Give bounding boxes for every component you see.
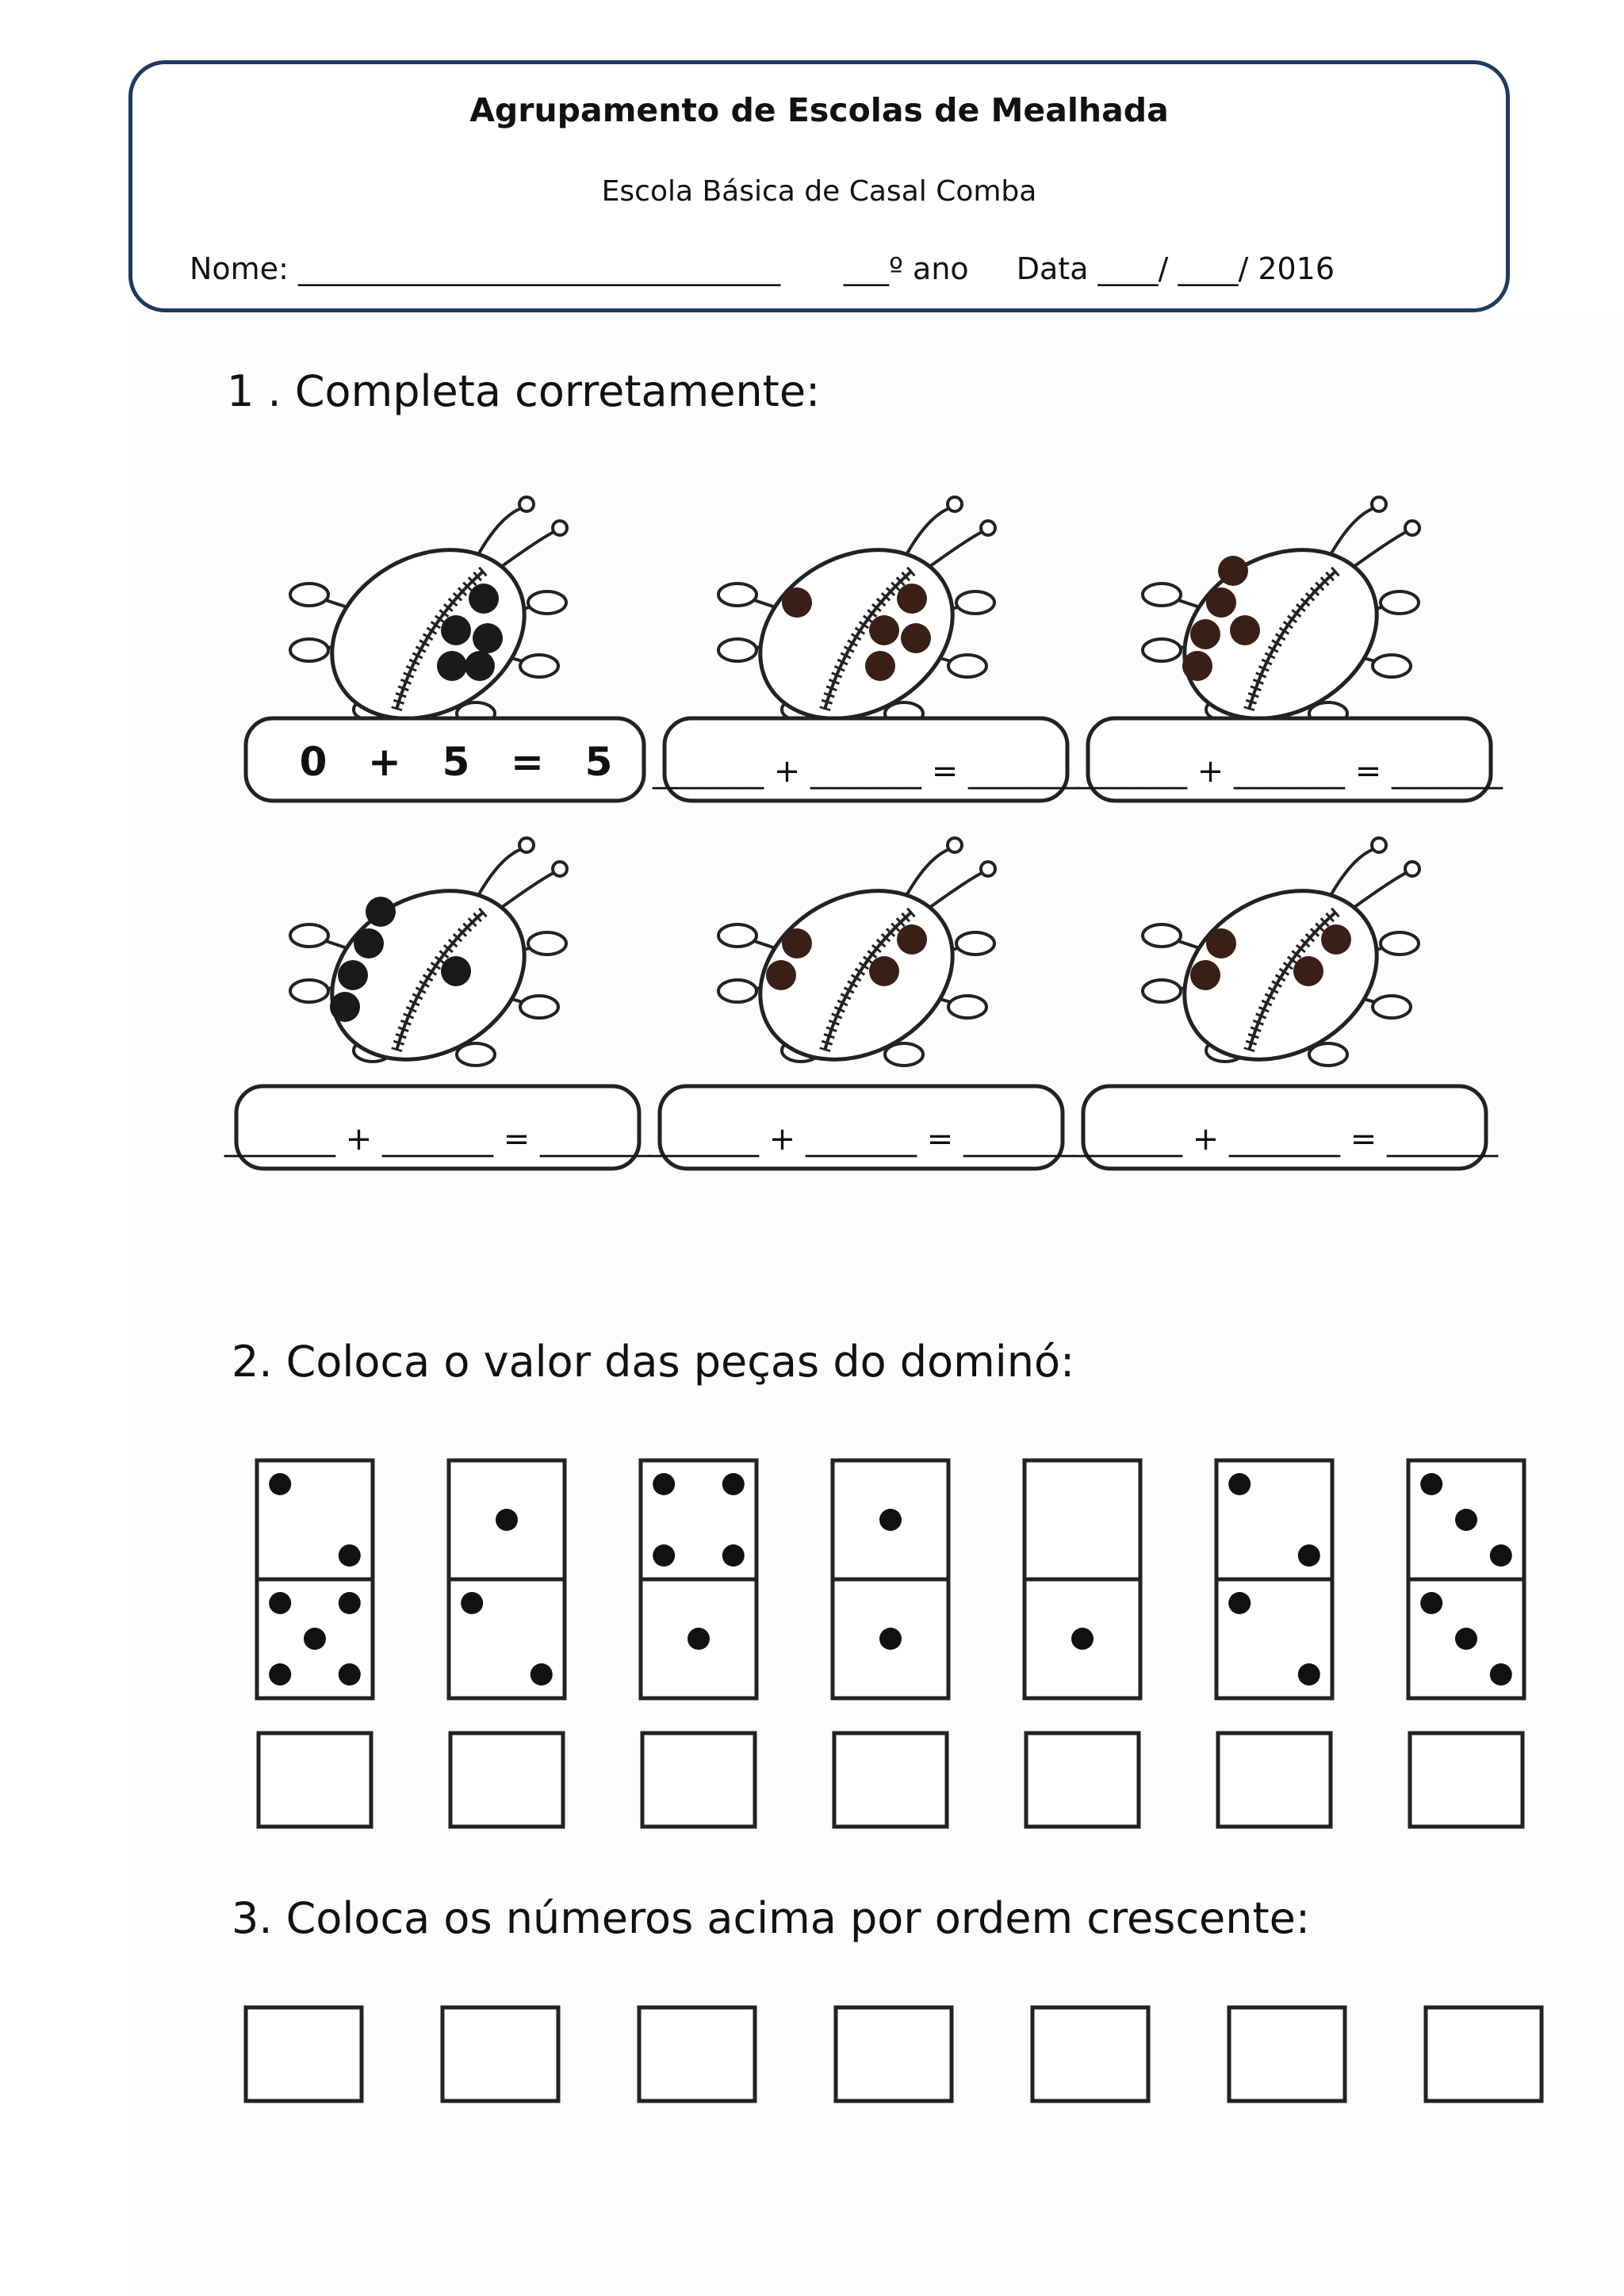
ladybug-foot xyxy=(1373,996,1411,1018)
order-answer-box[interactable] xyxy=(639,2007,755,2101)
ladybug-spot-left xyxy=(354,928,384,959)
ladybug-foot xyxy=(956,932,994,955)
ladybug-foot xyxy=(1143,980,1181,1002)
example-equation-part: 5 xyxy=(442,739,470,785)
domino-pip xyxy=(688,1628,710,1650)
domino-pip xyxy=(1071,1628,1094,1650)
ladybug-antenna-tip xyxy=(1405,521,1419,535)
example-equation-part: 5 xyxy=(584,739,613,785)
domino-pip xyxy=(1298,1663,1320,1686)
domino xyxy=(641,1460,756,1698)
ladybug-foot xyxy=(1381,932,1419,955)
year-field[interactable]: ___º ano xyxy=(844,251,969,286)
ladybug-foot xyxy=(1143,584,1181,606)
exercise2-title: 2. Coloca o valor das peças do dominó: xyxy=(232,1337,1075,1387)
ladybug-antenna xyxy=(476,507,523,559)
domino-answer-box[interactable] xyxy=(259,1733,371,1827)
ladybug-antenna xyxy=(924,531,983,571)
ladybug-foot xyxy=(1373,655,1411,677)
domino-pip xyxy=(722,1473,745,1495)
example-equation-part: + xyxy=(368,739,401,785)
domino-pip xyxy=(496,1509,518,1531)
ladybug-spot-right xyxy=(441,615,471,645)
domino-answer-box[interactable] xyxy=(450,1733,563,1827)
example-equation-part: 0 xyxy=(299,739,327,785)
ladybug-spot-right xyxy=(437,651,467,681)
order-answer-box[interactable] xyxy=(246,2007,362,2101)
ladybug-spot-right xyxy=(441,956,471,986)
ladybug-foot xyxy=(718,639,756,661)
ladybug-spot-right xyxy=(865,651,895,681)
ladybug-antenna xyxy=(1328,848,1376,900)
ladybug-antenna-tip xyxy=(948,838,962,852)
ladybug-spot-left xyxy=(1190,619,1220,649)
ladybug-foot xyxy=(718,584,756,606)
exercise1-title: 1 . Completa corretamente: xyxy=(227,366,821,416)
ladybug-foot xyxy=(1143,924,1181,947)
ladybug-foot xyxy=(290,924,328,947)
blank-equation[interactable]: _______ + _______ = _______ xyxy=(224,1121,651,1158)
school-name: Escola Básica de Casal Comba xyxy=(601,175,1037,208)
ladybug-spot-left xyxy=(1218,556,1248,586)
name-field[interactable]: Nome: ________________________________ xyxy=(190,251,780,286)
domino xyxy=(833,1460,948,1698)
domino-pip xyxy=(1490,1663,1512,1686)
order-answer-box[interactable] xyxy=(1426,2007,1542,2101)
ladybug-foot xyxy=(528,932,566,955)
domino-pip xyxy=(1420,1473,1442,1495)
domino-pip xyxy=(461,1592,483,1614)
order-answer-box[interactable] xyxy=(1229,2007,1345,2101)
ladybug xyxy=(1143,838,1419,1093)
date-field[interactable]: Data ____/ ____/ 2016 xyxy=(1016,251,1335,286)
ladybug-antenna xyxy=(496,531,555,571)
ladybug-spot-left xyxy=(782,928,812,959)
ladybug-antenna-tip xyxy=(553,521,567,535)
domino-pip xyxy=(269,1592,291,1614)
ladybug-antenna-tip xyxy=(948,497,962,511)
ladybug-antenna-tip xyxy=(519,838,534,852)
domino-pip xyxy=(722,1544,745,1567)
ladybug-antenna xyxy=(1328,507,1376,559)
ladybug-spot-right xyxy=(897,924,927,955)
ladybug-foot xyxy=(948,996,986,1018)
ladybug xyxy=(718,497,995,752)
domino xyxy=(257,1460,373,1698)
ladybug-foot xyxy=(948,655,986,677)
example-equation-part: = xyxy=(511,739,544,785)
order-answer-box[interactable] xyxy=(836,2007,952,2101)
domino-pip xyxy=(339,1544,361,1567)
ladybug-foot xyxy=(1143,639,1181,661)
domino-pip xyxy=(530,1663,553,1686)
domino-pip xyxy=(1455,1628,1477,1650)
ladybug-spot-right xyxy=(901,623,931,653)
ladybug xyxy=(290,838,567,1093)
ladybug-spot-right xyxy=(473,623,503,653)
domino-pip xyxy=(1298,1544,1320,1567)
ladybug-spot-left xyxy=(1182,651,1212,681)
ladybug-spot-left xyxy=(1190,960,1220,990)
ladybug-spot-left xyxy=(1230,615,1260,645)
ladybug-spot-right xyxy=(869,615,899,645)
domino-pip xyxy=(1228,1473,1251,1495)
domino-pip xyxy=(879,1628,902,1650)
ladybug-foot xyxy=(290,584,328,606)
ladybug-spot-right xyxy=(1293,956,1323,986)
ladybug-spot-left xyxy=(1206,587,1236,618)
ladybug-antenna xyxy=(496,872,555,912)
domino-pip xyxy=(1455,1509,1477,1531)
ladybug-antenna xyxy=(904,507,952,559)
ladybug-antenna-tip xyxy=(981,521,995,535)
ladybug-spot-left xyxy=(782,587,812,618)
domino-pip xyxy=(304,1628,326,1650)
ladybug-foot xyxy=(718,980,756,1002)
domino-pip xyxy=(653,1473,675,1495)
domino-pip xyxy=(1420,1592,1442,1614)
ladybug-antenna xyxy=(476,848,523,900)
domino-pip xyxy=(339,1663,361,1686)
domino-answer-box[interactable] xyxy=(1410,1733,1522,1827)
domino-pip xyxy=(339,1592,361,1614)
ladybug-antenna-tip xyxy=(1405,862,1419,876)
blank-equation[interactable]: _______ + _______ = _______ xyxy=(648,1121,1074,1158)
ladybug xyxy=(1143,497,1419,752)
ladybug-foot xyxy=(1381,591,1419,614)
blank-equation[interactable]: _______ + _______ = _______ xyxy=(653,753,1079,790)
ladybug-spot-left xyxy=(366,897,396,927)
ladybug-antenna xyxy=(904,848,952,900)
blank-equation[interactable]: _______ + _______ = _______ xyxy=(1071,1121,1498,1158)
domino-pip xyxy=(269,1473,291,1495)
domino-pip xyxy=(1228,1592,1251,1614)
ladybug-antenna-tip xyxy=(1372,497,1386,511)
domino xyxy=(1216,1460,1332,1698)
ladybug-foot xyxy=(520,655,558,677)
ladybug-spot-right xyxy=(465,651,495,681)
ladybug-foot xyxy=(528,591,566,614)
ladybug xyxy=(290,497,567,752)
school-group-title: Agrupamento de Escolas de Mealhada xyxy=(469,91,1169,129)
ladybug-foot xyxy=(718,924,756,947)
ladybug-spot-left xyxy=(766,960,796,990)
ladybug-spot-right xyxy=(1321,924,1351,955)
ladybug-foot xyxy=(956,591,994,614)
domino xyxy=(449,1460,565,1698)
ladybug-foot xyxy=(520,996,558,1018)
exercise3-title: 3. Coloca os números acima por ordem crescente: xyxy=(232,1893,1311,1943)
ladybug-antenna-tip xyxy=(1372,838,1386,852)
domino-pip xyxy=(1490,1544,1512,1567)
domino xyxy=(1025,1460,1140,1698)
ladybug-antenna-tip xyxy=(981,862,995,876)
domino-answer-box[interactable] xyxy=(834,1733,947,1827)
ladybug-antenna-tip xyxy=(553,862,567,876)
domino-answer-box[interactable] xyxy=(642,1733,755,1827)
domino-pip xyxy=(269,1663,291,1686)
domino-answer-box[interactable] xyxy=(1218,1733,1331,1827)
ladybug-antenna xyxy=(1348,531,1408,571)
ladybug-spot-right xyxy=(869,956,899,986)
ladybug-spot-left xyxy=(1206,928,1236,959)
ladybug-antenna-tip xyxy=(519,497,534,511)
domino-pip xyxy=(879,1509,902,1531)
domino xyxy=(1408,1460,1524,1698)
ladybug-spot-right xyxy=(469,584,499,614)
ladybug-antenna xyxy=(1348,872,1408,912)
domino-pip xyxy=(653,1544,675,1567)
blank-equation[interactable]: _______ + _______ = _______ xyxy=(1076,753,1503,790)
order-answer-box[interactable] xyxy=(442,2007,558,2101)
ladybug-foot xyxy=(290,639,328,661)
ladybug-spot-right xyxy=(897,584,927,614)
ladybug xyxy=(718,838,995,1093)
ladybug-antenna xyxy=(924,872,983,912)
ladybug-foot xyxy=(290,980,328,1002)
ladybug-spot-left xyxy=(338,960,368,990)
ladybug-spot-left xyxy=(330,992,360,1022)
order-answer-box[interactable] xyxy=(1032,2007,1148,2101)
domino-answer-box[interactable] xyxy=(1026,1733,1139,1827)
